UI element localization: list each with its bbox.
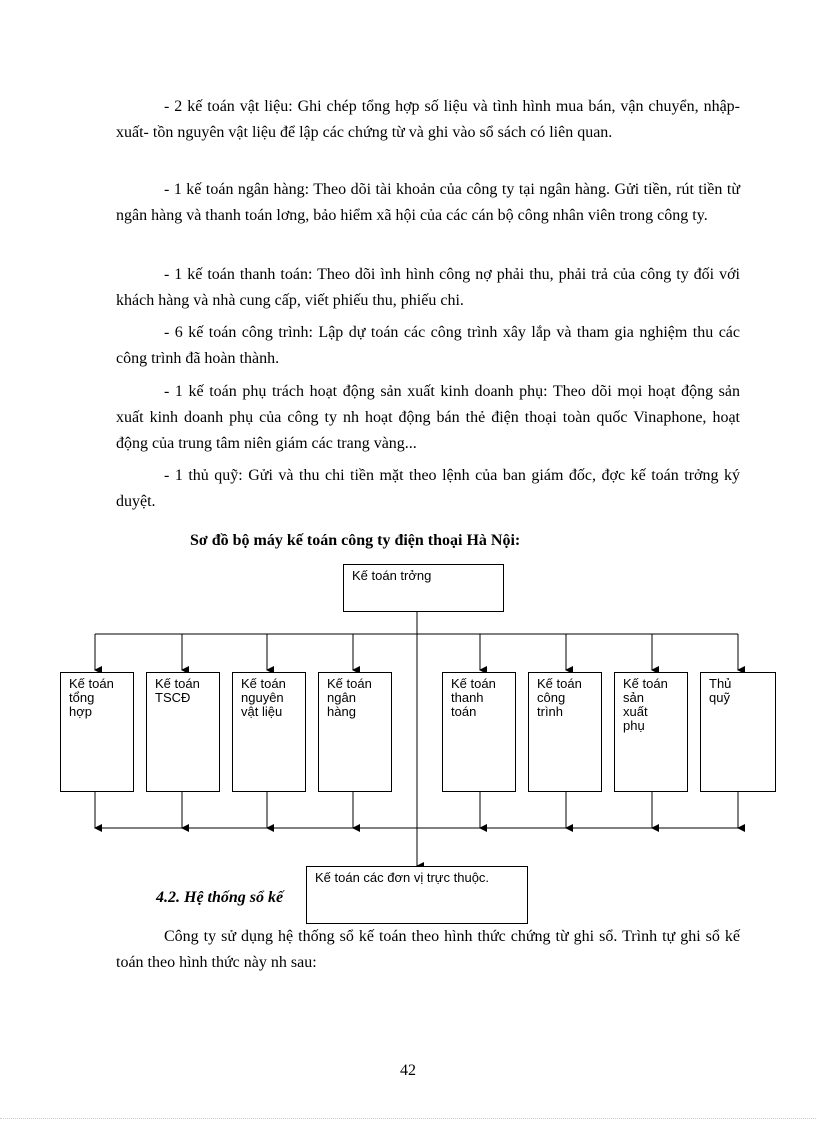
page-number: 42 xyxy=(400,1062,416,1079)
section-heading: 4.2. Hệ thống sổ kế xyxy=(156,889,284,906)
unit-box-materials: Kế toán nguyên vật liệu xyxy=(232,672,306,792)
subsidiary-accountants-box: Kế toán các đơn vị trực thuộc. xyxy=(306,866,528,924)
unit-box-payment: Kế toán thanh toán xyxy=(442,672,516,792)
paragraph-treasurer: - 1 thủ quỹ: Gửi và thu chi tiền mặt theo lệnh của ban giám đốc, đợc kế toán trởng ký duyệt. xyxy=(116,467,740,510)
page-bottom-divider xyxy=(0,1118,816,1119)
unit-box-auxiliary: Kế toán sản xuất phụ xyxy=(614,672,688,792)
diagram-title: Sơ đồ bộ máy kế toán công ty điện thoại Hà Nội: xyxy=(190,532,521,549)
paragraph-accountant-bank: - 1 kế toán ngân hàng: Theo dõi tài khoản của công ty tại ngân hàng. Gửi tiền, rút tiền từ ngân hàng và thanh toán lơng, bảo hiểm xã hội của các cán bộ công nhân viên trong công ty. xyxy=(116,181,740,224)
chief-accountant-box: Kế toán trởng xyxy=(343,564,504,612)
paragraph-accountant-materials: - 2 kế toán vật liệu: Ghi chép tổng hợp số liệu và tình hình mua bán, vận chuyển, nhập- xuất- tồn nguyên vật liệu để lập các chứng từ và ghi vào sổ sách có liên quan. xyxy=(116,98,740,141)
unit-box-treasurer: Thủ quỹ xyxy=(700,672,776,792)
closing-paragraph: Công ty sử dụng hệ thống sổ kế toán theo hình thức chứng từ ghi sổ. Trình tự ghi sổ kế toán theo hình thức này nh sau: xyxy=(116,928,740,971)
paragraph-accountant-construction: - 6 kế toán công trình: Lập dự toán các công trình xây lắp và tham gia nghiệm thu các công trình đã hoàn thành. xyxy=(116,324,740,367)
unit-box-fixed-assets: Kế toán TSCĐ xyxy=(146,672,220,792)
paragraph-accountant-payment: - 1 kế toán thanh toán: Theo dõi ình hình công nợ phải thu, phải trả của công ty đối với khách hàng và nhà cung cấp, viết phiếu thu, phiếu chi. xyxy=(116,266,740,309)
paragraph-accountant-auxiliary: - 1 kế toán phụ trách hoạt động sản xuất kinh doanh phụ: Theo dõi mọi hoạt động sản xuất kinh doanh phụ của công ty nh hoạt động bán thẻ điện thoại toàn quốc Vinaphone, hoạt động của trung tâm niên giám các trang vàng... xyxy=(116,383,740,452)
unit-box-bank: Kế toán ngân hàng xyxy=(318,672,392,792)
unit-box-construction: Kế toán công trình xyxy=(528,672,602,792)
unit-box-general: Kế toán tổng hợp xyxy=(60,672,134,792)
